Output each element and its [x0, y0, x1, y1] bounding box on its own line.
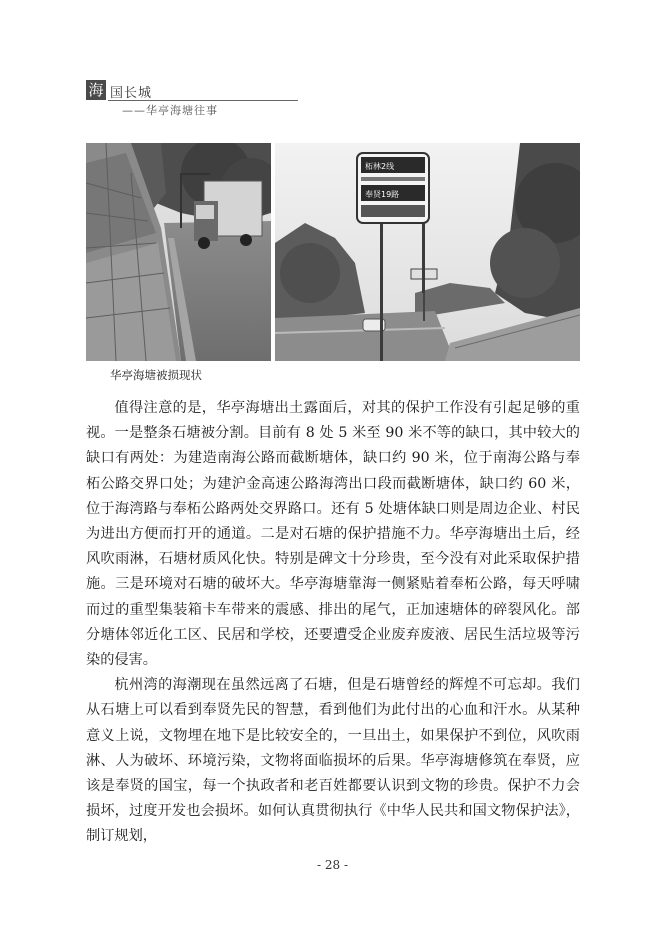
book-title: 国长城 — [110, 86, 153, 101]
running-header — [86, 78, 301, 118]
seawall-truck-photo — [86, 143, 271, 361]
sign-route-1: 柘林2线 — [365, 162, 395, 171]
paragraph: 杭州湾的海潮现在虽然远离了石塘，但是石塘曾经的辉煌不可忘却。我们从石塘上可以看到奉贤先民的智慧，看到他们为此付出的心血和汗水。从某种意义上说，文物埋在地下是比较安全的，一旦出土，如果保护不到位，风吹雨淋、人为破坏、环境污染，文物将面临损坏的后果。华亭海塘修筑在奉贤，应该是奉贤的国宝，每一个执政者和老百姓都要认识到文物的珍贵。保护不力会损坏，过度开发也会损坏。如何认真贯彻执行《中华人民共和国文物保护法》，制订规划， — [86, 677, 580, 845]
body-text — [86, 396, 580, 850]
header-rule — [108, 100, 298, 101]
page-number: - 28 - — [316, 858, 348, 872]
paragraph: 值得注意的是，华亭海塘出土露面后，对其的保护工作没有引起足够的重视。一是整条石塘被分割。目前有 8 处 5 米至 90 米不等的缺口，其中较大的缺口有两处：为建造南海公路而截断塘体，缺口约 90 米，位于南海公路与奉柘公路交界口处；为建沪金高速公路海湾出口段而截断塘体，缺口约 60 米，位于海湾路与奉柘公路两处交界路口。还有 5 处塘体缺口则是周边企业、村民为进出方便而打开的通道。二是对石塘的保护措施不力。华亭海塘出土后，经风吹雨淋，石塘材质风化快。特别是碑文十分珍贵，至今没有对此采取保护措施。三是环境对石塘的破坏大。华亭海塘靠海一侧紧贴着奉柘公路，每天呼啸而过的重型集装箱卡车带来的震感、排出的尾气，正加速塘体的碎裂风化。部分塘体邻近化工区、民居和学校，还要遭受企业废弃废液、居民生活垃圾等污染的侵害。 — [86, 400, 580, 669]
book-subtitle: ——华亭海塘往事 — [122, 104, 218, 117]
bus-stop-road-image — [275, 143, 580, 361]
seawall-truck-image — [86, 143, 271, 361]
bus-stop-road-photo — [275, 143, 580, 361]
figure-caption: 华亭海塘被损现状 — [110, 368, 202, 382]
sign-route-2: 奉贤19路 — [365, 190, 400, 199]
book-logo-char: 海 — [86, 80, 106, 100]
